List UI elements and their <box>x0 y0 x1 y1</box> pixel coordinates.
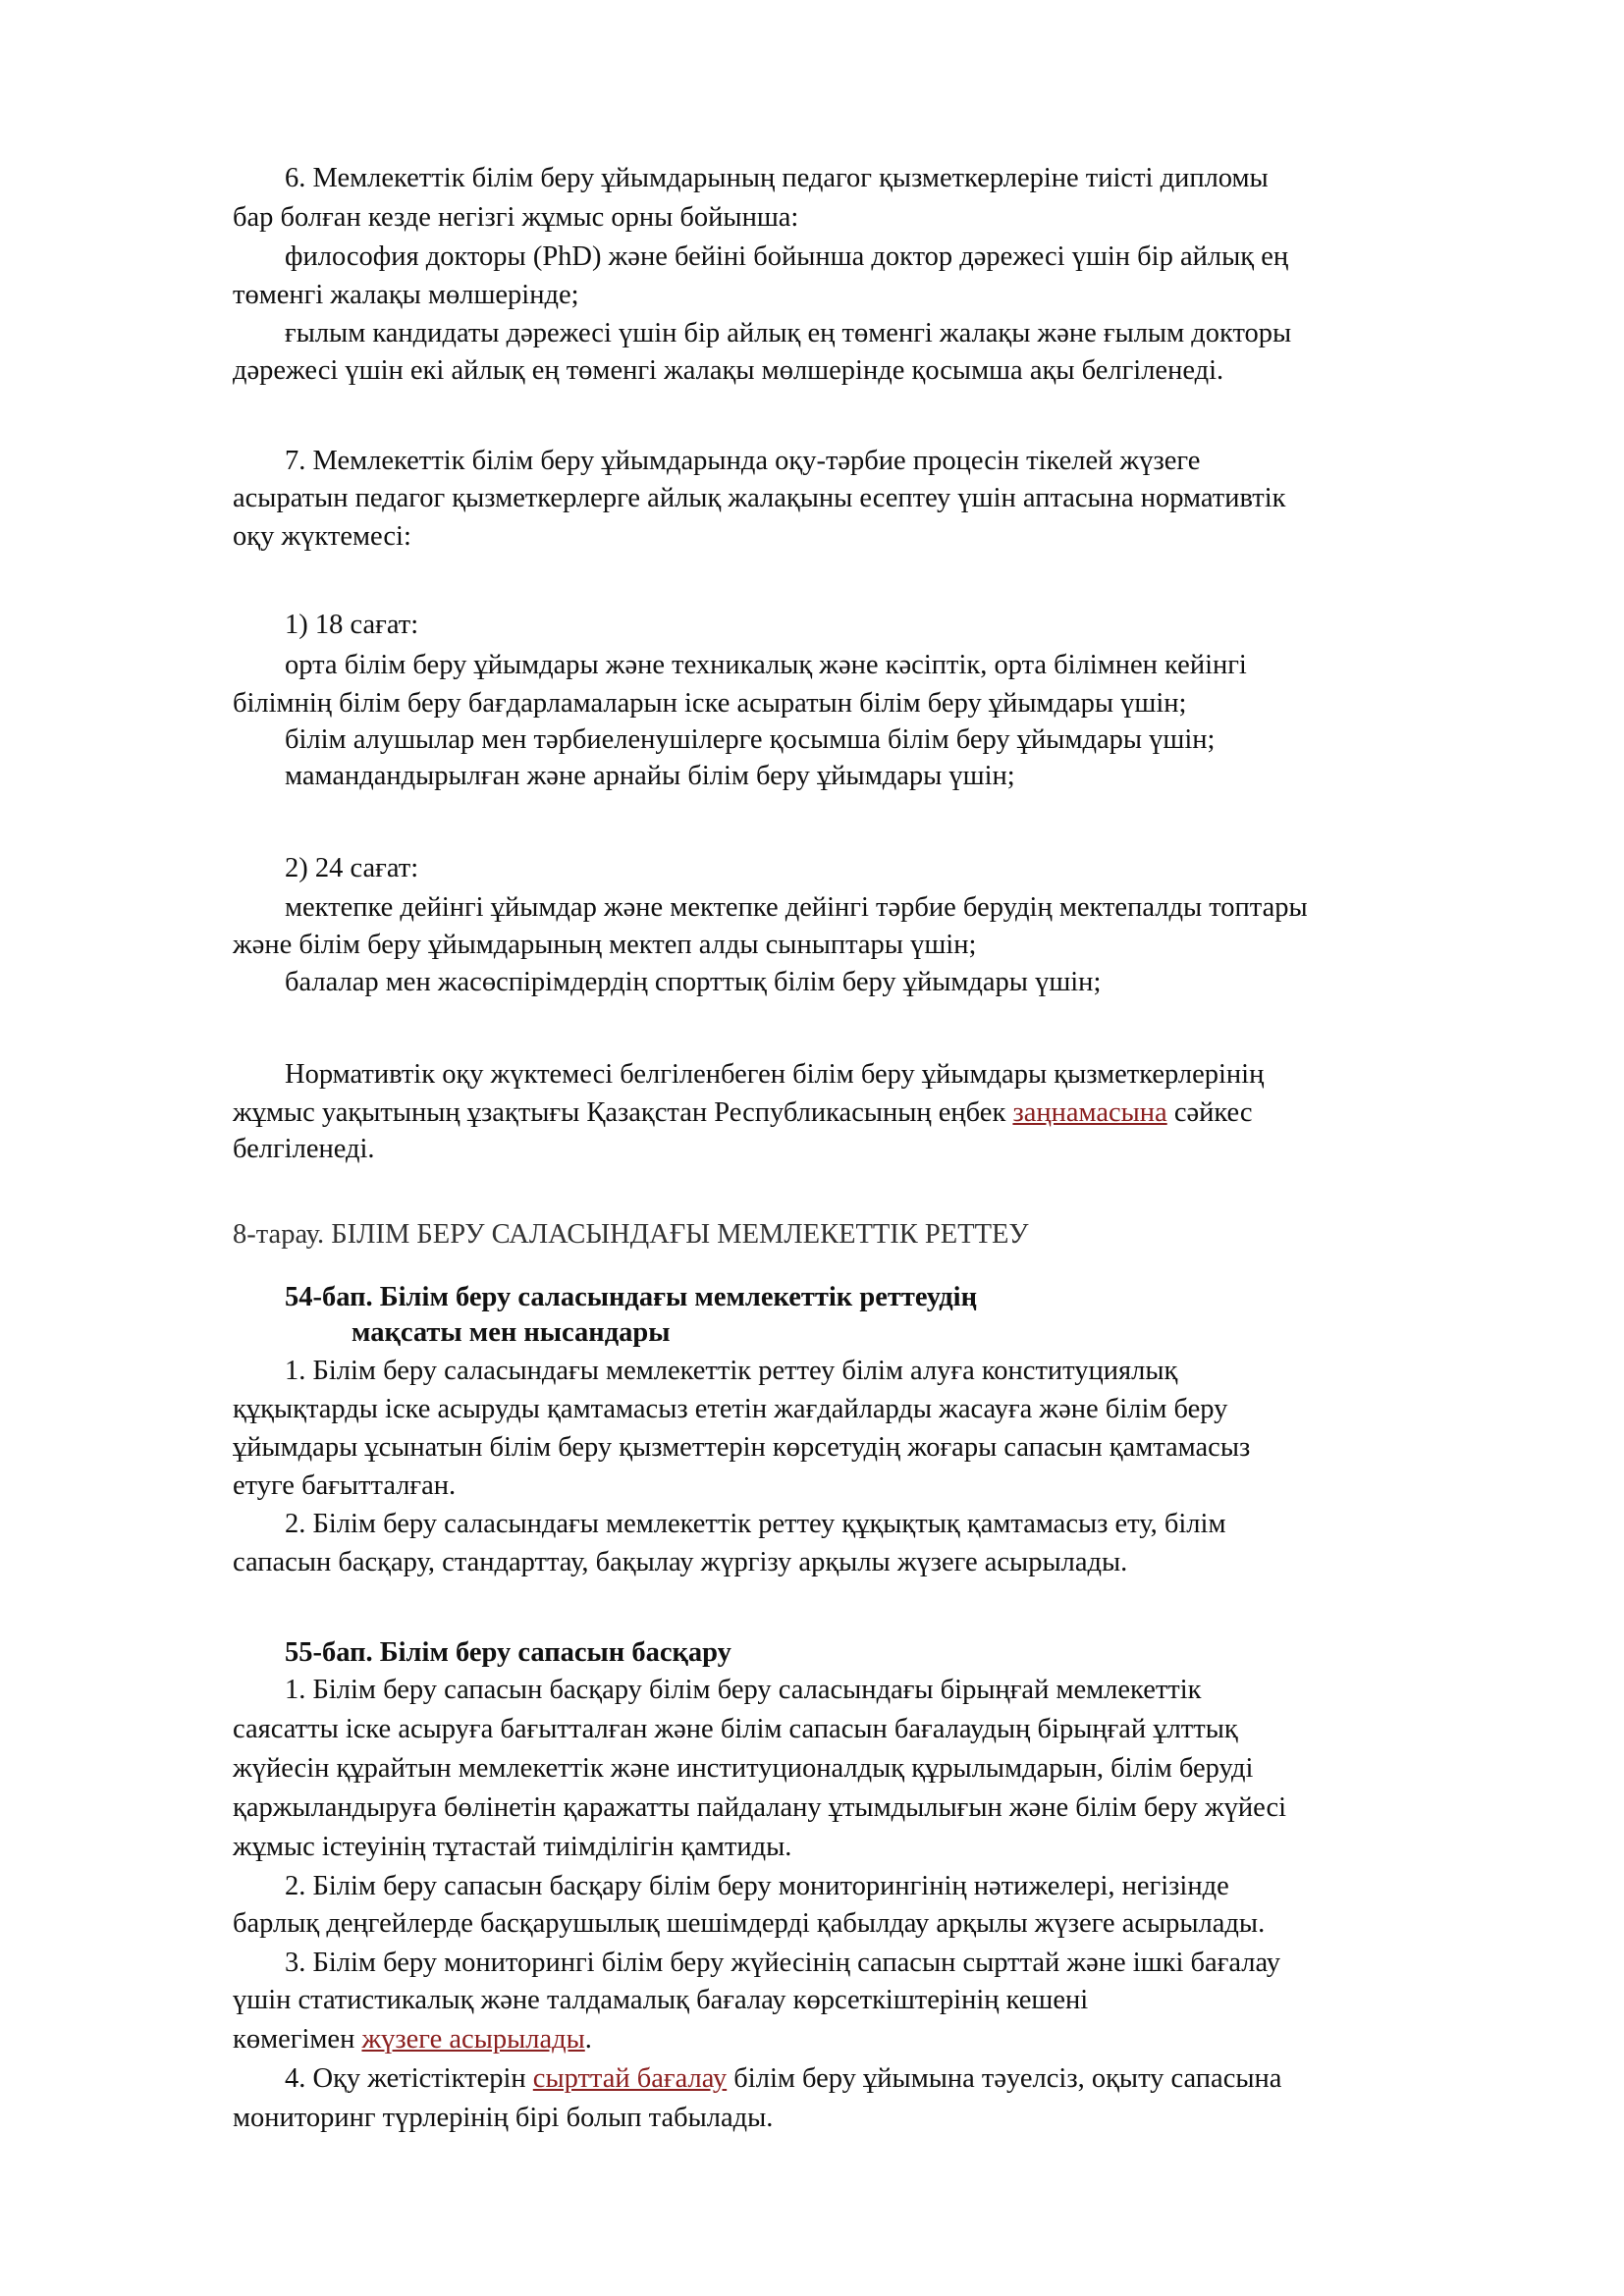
legislation-link[interactable]: заңнамасына <box>1012 1097 1167 1128</box>
list-item-title: 1) 18 сағат: <box>285 610 419 640</box>
paragraph-line: орта білім беру ұйымдары және техникалық және кәсіптік, орта білімнен кейінгі <box>285 650 1247 680</box>
paragraph-line: мектепке дейінгі ұйымдар және мектепке дейінгі тәрбие берудің мектепалды топтары <box>285 892 1308 923</box>
chapter-title: 8-тарау. БІЛІМ БЕРУ САЛАСЫНДАҒЫ МЕМЛЕКЕТТІК РЕТТЕУ <box>233 1219 1029 1250</box>
list-item-title: 2) 24 сағат: <box>285 853 419 883</box>
paragraph-line: мамандандырылған және арнайы білім беру ұйымдары үшін; <box>285 761 1015 791</box>
text: білім беру ұйымына тәуелсіз, оқыту сапасына <box>727 2063 1282 2094</box>
external-assessment-link[interactable]: сырттай бағалау <box>532 2063 728 2094</box>
paragraph-line: сапасын басқару, стандарттау, бақылау жүргізу арқылы жүзеге асырылады. <box>233 1547 1128 1577</box>
paragraph-line <box>233 2022 592 2057</box>
paragraph-line: ұйымдары ұсынатын білім беру қызметтерін көрсетудің жоғары сапасын қамтамасыз <box>233 1432 1251 1463</box>
paragraph-line: Нормативтік оқу жүктемесі белгіленбеген білім беру ұйымдары қызметкерлерінің <box>285 1059 1265 1090</box>
paragraph-line: үшін статистикалық және талдамалық бағалау көрсеткіштерінің кешені <box>233 1985 1089 2015</box>
paragraph-line <box>285 2061 1281 2097</box>
paragraph-line: 7. Мемлекеттік білім беру ұйымдарында оқу-тәрбие процесін тікелей жүзеге <box>285 446 1201 476</box>
text: . <box>584 2024 592 2055</box>
article-heading: 55-бап. Білім беру сапасын басқару <box>285 1637 731 1668</box>
paragraph-line: барлық деңгейлерде басқарушылық шешімдерді қабылдау арқылы жүзеге асырылады. <box>233 1908 1266 1939</box>
paragraph-line: балалар мен жасөспірімдердің спорттық білім беру ұйымдары үшін; <box>285 967 1102 997</box>
paragraph-line: 6. Мемлекеттік білім беру ұйымдарының педагог қызметкерлеріне тиісті дипломы <box>285 163 1269 193</box>
text: жұмыс уақытының ұзақтығы Қазақстан Республикасының еңбек <box>233 1097 1013 1128</box>
paragraph-line: 3. Білім беру мониторингі білім беру жүйесінің сапасын сырттай және ішкі бағалау <box>285 1948 1280 1978</box>
paragraph-line: білім алушылар мен тәрбиеленушілерге қосымша білім беру ұйымдары үшін; <box>285 724 1216 755</box>
paragraph-line: философия докторы (PhD) және бейіні бойынша доктор дәрежесі үшін бір айлық ең <box>285 241 1289 272</box>
paragraph-line: мониторинг түрлерінің бірі болып табылады. <box>233 2103 774 2133</box>
article-heading: 54-бап. Білім беру саласындағы мемлекеттік реттеудің <box>285 1282 977 1312</box>
paragraph-line: оқу жүктемесі: <box>233 521 411 552</box>
paragraph-line: саясатты іске асыруға бағытталған және білім сапасын бағалаудың бірыңғай ұлттық <box>233 1714 1238 1744</box>
paragraph-line: 2. Білім беру сапасын басқару білім беру мониторингінің нәтижелері, негізінде <box>285 1871 1229 1901</box>
paragraph-line: 2. Білім беру саласындағы мемлекеттік реттеу құқықтық қамтамасыз ету, білім <box>285 1509 1226 1539</box>
implemented-link[interactable]: жүзеге асырылады <box>361 2024 585 2055</box>
paragraph-line: білімнің білім беру бағдарламаларын іске асыратын білім беру ұйымдары үшін; <box>233 688 1187 719</box>
article-heading: мақсаты мен нысандары <box>352 1317 671 1348</box>
text: сәйкес <box>1166 1097 1253 1128</box>
paragraph-line: және білім беру ұйымдарының мектеп алды сыныптары үшін; <box>233 930 977 960</box>
paragraph-line: жүйесін құрайтын мемлекеттік және институционалдық құрылымдарын, білім беруді <box>233 1753 1254 1784</box>
paragraph-line: белгіленеді. <box>233 1134 375 1164</box>
text: 4. Оқу жетістіктерін <box>285 2063 533 2094</box>
paragraph-line: қаржыландыруға бөлінетін қаражатты пайдалану ұтымдылығын және білім беру жүйесі <box>233 1792 1287 1823</box>
paragraph-line: асыратын педагог қызметкерлерге айлық жалақыны есептеу үшін аптасына нормативтік <box>233 483 1286 513</box>
paragraph-line: жұмыс істеуінің тұтастай тиімділігін қамтиды. <box>233 1832 792 1862</box>
paragraph-line: 1. Білім беру саласындағы мемлекеттік реттеу білім алуға конституциялық <box>285 1356 1178 1386</box>
paragraph-line: төменгі жалақы мөлшерінде; <box>233 280 579 310</box>
paragraph-line: дәрежесі үшін екі айлық ең төменгі жалақы мөлшерінде қосымша ақы белгіленеді. <box>233 355 1224 386</box>
paragraph-line: бар болған кезде негізгі жұмыс орны бойынша: <box>233 202 799 233</box>
paragraph-line: ғылым кандидаты дәрежесі үшін бір айлық ең төменгі жалақы және ғылым докторы <box>285 318 1292 348</box>
text: көмегімен <box>233 2024 362 2055</box>
paragraph-line: 1. Білім беру сапасын басқару білім беру саласындағы бірыңғай мемлекеттік <box>285 1675 1202 1705</box>
paragraph-line: құқықтарды іске асыруды қамтамасыз ететін жағдайларды жасауға және білім беру <box>233 1394 1228 1424</box>
paragraph-line <box>233 1095 1253 1131</box>
paragraph-line: етуге бағытталған. <box>233 1470 457 1501</box>
